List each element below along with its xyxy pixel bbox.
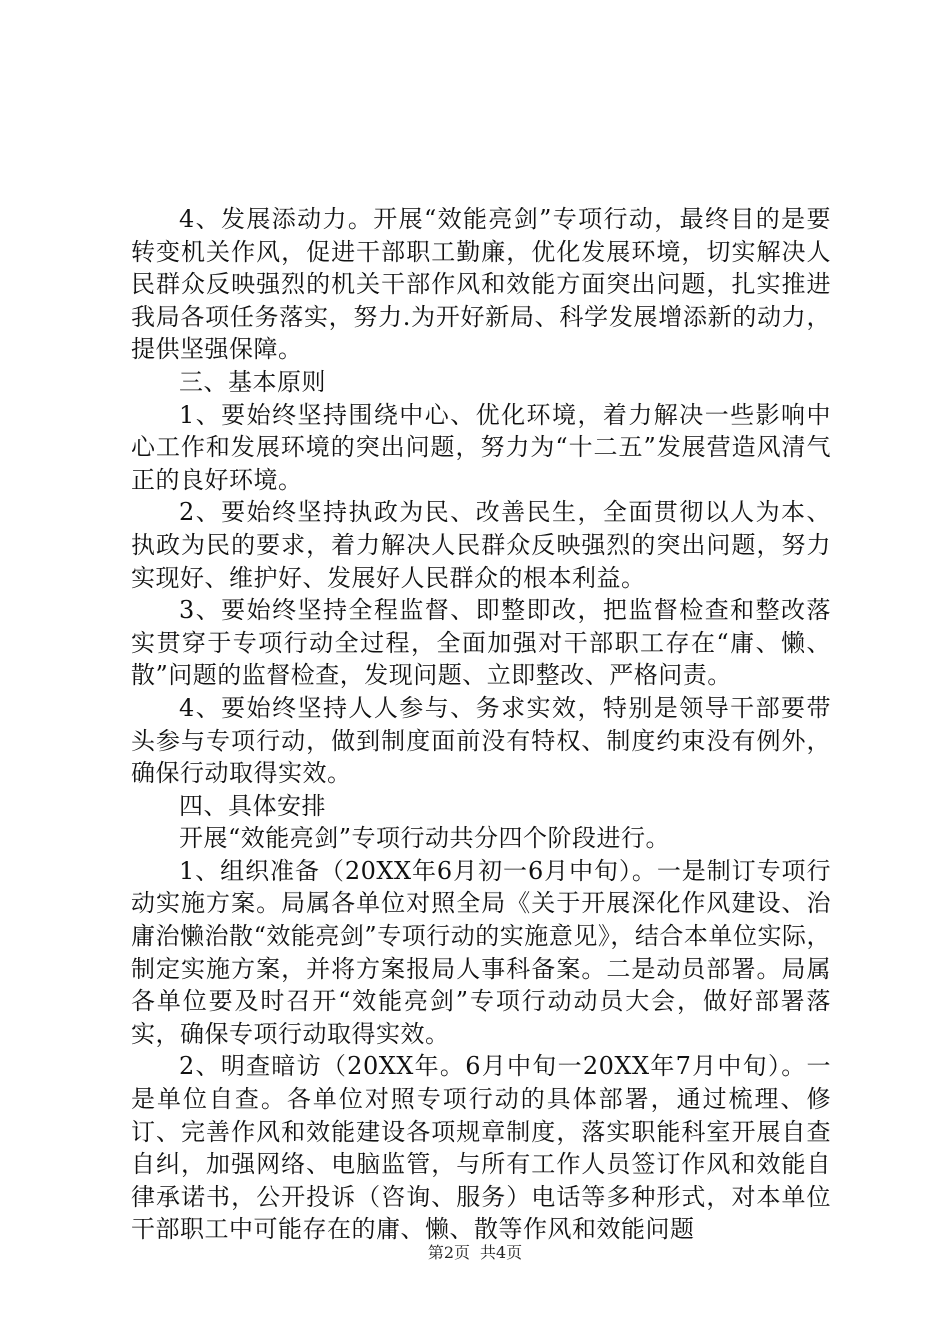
paragraph-principle-3: 3、要始终坚持全程监督、即整即改，把监督检查和整改落实贯穿于专项行动全过程，全面加强对干部职工存在“庸、懒、散”问题的监督检查，发现问题、立即整改、严格问责。 bbox=[131, 596, 831, 690]
page-number: 第2页 bbox=[427, 1243, 470, 1262]
page-footer bbox=[0, 1242, 950, 1264]
paragraph-principle-2: 2、要始终坚持执政为民、改善民生，全面贯彻以人为本、执政为民的要求，着力解决人民群众反映强烈的突出问题，努力实现好、维护好、发展好人民群众的根本利益。 bbox=[131, 498, 831, 592]
paragraph-stages-intro: 开展“效能亮剑”专项行动共分四个阶段进行。 bbox=[179, 824, 671, 853]
section-heading-principles: 三、基本原则 bbox=[179, 367, 326, 396]
paragraph-dynamics: 4、发展添动力。开展“效能亮剑”专项行动，最终目的是要转变机关作风，促进干部职工勤廉，优化发展环境，切实解决人民群众反映强烈的机关干部作风和效能方面突出问题，扎实推进我局各项任务落实，努力.为开好新局、科学发展增添新的动力，提供坚强保障。 bbox=[131, 205, 831, 364]
section-heading-arrangements: 四、具体安排 bbox=[179, 791, 326, 820]
paragraph-stage-1: 1、组织准备（20XX年6月初一6月中旬）。一是制订专项行动实施方案。局属各单位对照全局《关于开展深化作风建设、治庸治懒治散“效能亮剑”专项行动的实施意见》，结合本单位实际，制定实施方案，并将方案报局人事科备案。二是动员部署。局属各单位要及时召开“效能亮剑”专项行动动员大会，做好部署落实，确保专项行动取得实效。 bbox=[131, 856, 831, 1048]
paragraph-stage-2: 2、明查暗访（20XX年。6月中旬一20XX年7月中旬）。一是单位自查。各单位对照专项行动的具体部署，通过梳理、修订、完善作风和效能建设各项规章制度，落实职能科室开展自查自纠，加强网络、电脑监管，与所有工作人员签订作风和效能自律承诺书，公开投诉（咨询、服务）电话等多种形式，对本单位干部职工中可能存在的庸、懒、散等作风和效能问题 bbox=[131, 1052, 831, 1244]
page-total: 共4页 bbox=[480, 1243, 523, 1262]
document-body bbox=[131, 203, 831, 1246]
paragraph-principle-4: 4、要始终坚持人人参与、务求实效，特别是领导干部要带头参与专项行动，做到制度面前没有特权、制度约束没有例外，确保行动取得实效。 bbox=[131, 693, 831, 788]
paragraph-principle-1: 1、要始终坚持围绕中心、优化环境，着力解决一些影响中心工作和发展环境的突出问题，努力为“十二五”发展营造风清气正的良好环境。 bbox=[131, 400, 831, 494]
